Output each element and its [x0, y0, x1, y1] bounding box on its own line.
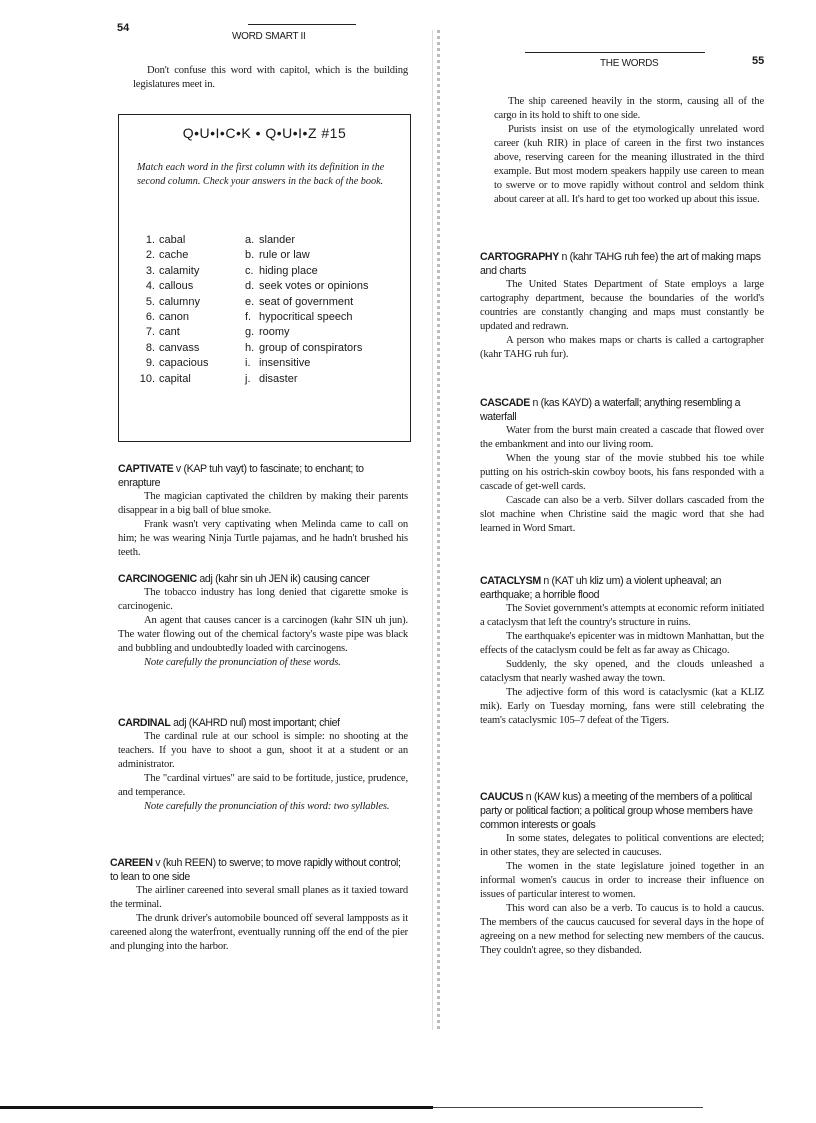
- entry-careen: [110, 856, 408, 954]
- binding-gutter-edge: [432, 30, 433, 1030]
- example: The women in the state legislature joined together in an informal women's caucus in order to increase their influence on issues of particular interest to women.: [480, 861, 764, 900]
- quiz-row: [137, 310, 397, 325]
- entry-cartography: [480, 250, 764, 362]
- quiz-number: 9.: [145, 357, 155, 370]
- quiz-letter: b.: [245, 249, 255, 262]
- headword: CATACLYSM: [480, 575, 541, 587]
- quiz-definition: [245, 341, 362, 356]
- quiz-word: [137, 279, 245, 294]
- definition: v (KAP tuh vayt) to fascinate; to enchant; to enrapture: [118, 463, 364, 489]
- quiz-definition-text: seek votes or opinions: [259, 280, 369, 293]
- quiz-letter: c.: [245, 264, 254, 277]
- example: Suddenly, the sky opened, and the clouds unleashed a cataclysm that nearly washed away the town.: [480, 659, 764, 684]
- quiz-row: [137, 233, 397, 248]
- quiz-word-text: cabal: [159, 234, 186, 246]
- quiz-number: 8.: [145, 341, 155, 354]
- quiz-definition-text: hypocritical speech: [259, 311, 353, 324]
- entry-heading: [480, 250, 764, 278]
- quiz-word-text: cant: [159, 326, 180, 339]
- quiz-definition: [245, 233, 295, 248]
- example: An agent that causes cancer is a carcinogen (kahr SIN uh jun). The water flowing out of the chemical factory's waste pipe was black and bubbling and undoubtedly loaded with carcinogens.: [118, 615, 408, 654]
- right-head-rule: [525, 52, 705, 53]
- headword: CAREEN: [110, 857, 153, 869]
- definition: n (KAT uh kliz um) a violent upheaval; an earthquake; a horrible flood: [480, 575, 722, 601]
- quiz-definition: [245, 279, 368, 294]
- entry-carcinogenic: [118, 572, 408, 670]
- quiz-word: [137, 233, 245, 248]
- example: In some states, delegates to political conventions are elected; in other states, they are selected in caucuses.: [480, 833, 764, 858]
- left-running-head: WORD SMART II: [232, 31, 306, 42]
- quiz-word: [137, 372, 245, 387]
- example: The cardinal rule at our school is simple: no shooting at the teachers. If you have to shoot a gun, shoot it at a student or an administrator.: [118, 731, 408, 770]
- entry-cascade: [480, 396, 764, 536]
- quiz-definition: [245, 372, 298, 387]
- bottom-page-edge: [0, 1106, 433, 1109]
- headword: CASCADE: [480, 397, 530, 409]
- quiz-letter: f.: [245, 311, 252, 324]
- quiz-number: 4.: [145, 280, 155, 293]
- example: The adjective form of this word is cataclysmic (kat a KLIZ mik). Early on Tuesday morning, fans were still celebrating the team's cataclysmic 105–7 defeat of the Tigers.: [480, 687, 764, 726]
- quiz-row: [137, 248, 397, 263]
- quiz-row: [137, 372, 397, 387]
- quiz-row: [137, 356, 397, 371]
- quiz-title: Q•U•I•C•K • Q•U•I•Z #15: [182, 125, 347, 141]
- note: Note carefully the pronunciation of this word: two syllables.: [144, 801, 390, 812]
- entry-captivate: [118, 462, 408, 560]
- example: This word can also be a verb. To caucus is to hold a caucus. The members of the caucus caucused for several days in the hope of agreeing on a new method for selecting new members of the caucus. They couldn't agree, so they disbanded.: [480, 903, 764, 956]
- definition: n (kas KAYD) a waterfall; anything resembling a waterfall: [480, 397, 741, 423]
- quiz-definition: [245, 356, 310, 371]
- quiz-word-text: capital: [159, 372, 191, 385]
- quiz-instructions: Match each word in the first column with its definition in the second column. Check your answers in the back of the book.: [137, 162, 385, 187]
- entry-heading: [480, 790, 764, 832]
- quiz-definition: [245, 295, 353, 310]
- example: The airliner careened into several small planes as it taxied toward the terminal.: [110, 885, 408, 910]
- example: The earthquake's epicenter was in midtown Manhattan, but the effects of the cataclysm could be felt as far away as Chicago.: [480, 631, 764, 656]
- quiz-number: 5.: [145, 295, 155, 308]
- example: The drunk driver's automobile bounced off several lampposts as it careened along the waterfront, eventually running off the end of the pier and plunging into the harbor.: [110, 913, 408, 952]
- quiz-letter: j.: [245, 372, 251, 385]
- entry-heading: [118, 716, 408, 730]
- quiz-number: 10.: [139, 372, 155, 385]
- entry-heading: [118, 462, 408, 490]
- quiz-letter: i.: [245, 357, 251, 370]
- example: When the young star of the movie stubbed his toe while putting on his ostrich-skin cowboy boots, his fans responded with a cascade of get-well cards.: [480, 453, 764, 492]
- headword: CARDINAL: [118, 717, 171, 729]
- headword: CARTOGRAPHY: [480, 251, 559, 263]
- quiz-definition-text: disaster: [259, 372, 298, 385]
- quiz-definition: [245, 310, 353, 325]
- quiz-letter: d.: [245, 280, 255, 293]
- example: The ship careened heavily in the storm, causing all of the cargo in its hold to shift to one side.: [494, 96, 764, 121]
- example: Frank wasn't very captivating when Melinda came to call on him; he was wearing Ninja Turtle pajamas, and he hadn't brushed his teeth.: [118, 519, 408, 558]
- headword: CARCINOGENIC: [118, 573, 197, 585]
- quiz-definition-text: group of conspirators: [259, 341, 363, 354]
- example: Water from the burst main created a cascade that flowed over the embankment and into our living room.: [480, 425, 764, 450]
- quiz-number: 2.: [145, 249, 155, 262]
- entry-caucus: [480, 790, 764, 958]
- definition: v (kuh REEN) to swerve; to move rapidly without control; to lean to one side: [110, 857, 401, 883]
- example: The magician captivated the children by making their parents disappear in a big ball of blue smoke.: [118, 491, 408, 516]
- quiz-letter: a.: [245, 234, 255, 246]
- quiz-word-text: calamity: [159, 264, 200, 277]
- quiz-row: [137, 279, 397, 294]
- intro-paragraph: [133, 64, 408, 92]
- quiz-number: 7.: [145, 326, 155, 339]
- quiz-number: 1.: [145, 234, 155, 246]
- quiz-letter: g.: [245, 326, 255, 339]
- quiz-word: [137, 295, 245, 310]
- quiz-word: [137, 356, 245, 371]
- quiz-definition-text: slander: [259, 234, 296, 246]
- example: The Soviet government's attempts at economic reform initiated a cataclysm that left the country's structure in ruins.: [480, 603, 764, 628]
- headword: CAPTIVATE: [118, 463, 174, 475]
- right-running-head: THE WORDS: [600, 58, 659, 69]
- example: The tobacco industry has long denied that cigarette smoke is carcinogenic.: [118, 587, 408, 612]
- left-page-number: 54: [117, 22, 130, 34]
- definition: adj (KAHRD nul) most important; chief: [170, 717, 340, 729]
- quiz-word-text: callous: [159, 280, 194, 293]
- quiz-definition-text: seat of government: [259, 295, 354, 308]
- quiz-number: 6.: [145, 311, 155, 324]
- intro-text: Don't confuse this word with capitol, which is the building legislatures meet in.: [133, 65, 408, 90]
- quiz-letter: e.: [245, 295, 255, 308]
- quiz-definition-text: hiding place: [259, 264, 318, 277]
- quiz-definition-text: roomy: [259, 326, 290, 339]
- quiz-definition: [245, 325, 290, 340]
- right-page-number: 55: [752, 55, 765, 67]
- example: The "cardinal virtues" are said to be fortitude, justice, prudence, and temperance.: [118, 773, 408, 798]
- entry-heading: [118, 572, 408, 586]
- quiz-word-text: canon: [159, 311, 189, 324]
- quiz-definition-text: insensitive: [259, 357, 311, 370]
- quiz-word: [137, 325, 245, 340]
- headword: CAUCUS: [480, 791, 524, 803]
- quick-quiz-box: [118, 114, 411, 442]
- quiz-row: [137, 325, 397, 340]
- example: A person who makes maps or charts is called a cartographer (kahr TAHG ruh fur).: [480, 335, 764, 360]
- quiz-letter: h.: [245, 341, 255, 354]
- quiz-word-text: canvass: [159, 341, 200, 354]
- definition: n (KAW kus) a meeting of the members of a political party or political faction; a political group whose members have common interests or goals: [480, 791, 753, 831]
- quiz-row: [137, 264, 397, 279]
- entry-cataclysm: [480, 574, 764, 728]
- left-head-rule: [248, 24, 356, 25]
- quiz-definition: [245, 264, 318, 279]
- quiz-word: [137, 310, 245, 325]
- note: Note carefully the pronunciation of these words.: [144, 657, 341, 668]
- entry-heading: [110, 856, 408, 884]
- entry-heading: [480, 396, 764, 424]
- example: Purists insist on use of the etymologically unrelated word career (kuh RIR) in place of careen in the first two instances above, reserving careen for the meaning illustrated in the third example. But most modern speakers happily use careen to mean to swerve or to move rapidly without control and seldom think about career at all. It's hard to get too worked up about this issue.: [494, 124, 764, 205]
- definition: adj (kahr sin uh JEN ik) causing cancer: [196, 573, 370, 585]
- quiz-word-text: cache: [159, 249, 189, 262]
- bottom-page-edge-thin: [433, 1107, 703, 1108]
- quiz-word: [137, 264, 245, 279]
- entry-heading: [480, 574, 764, 602]
- quiz-definition-text: rule or law: [259, 249, 310, 262]
- entry-cardinal: [118, 716, 408, 814]
- quiz-number: 3.: [145, 264, 155, 277]
- quiz-definition: [245, 248, 310, 263]
- quiz-word: [137, 341, 245, 356]
- example: The United States Department of State employs a large cartography department, because the boundaries of the world's countries are constantly changing and maps must constantly be updated and redrawn.: [480, 279, 764, 332]
- quiz-word-text: capacious: [159, 357, 209, 370]
- careen-continued: [494, 95, 764, 207]
- quiz-row: [137, 341, 397, 356]
- quiz-word-text: calumny: [159, 295, 200, 308]
- binding-gutter: [437, 30, 440, 1030]
- quiz-row: [137, 295, 397, 310]
- quiz-list: [137, 233, 397, 387]
- example: Cascade can also be a verb. Silver dollars cascaded from the slot machine when Christine said the magic word that she had learned in Word Smart.: [480, 495, 764, 534]
- quiz-word: [137, 248, 245, 263]
- definition: n (kahr TAHG ruh fee) the art of making maps and charts: [480, 251, 761, 277]
